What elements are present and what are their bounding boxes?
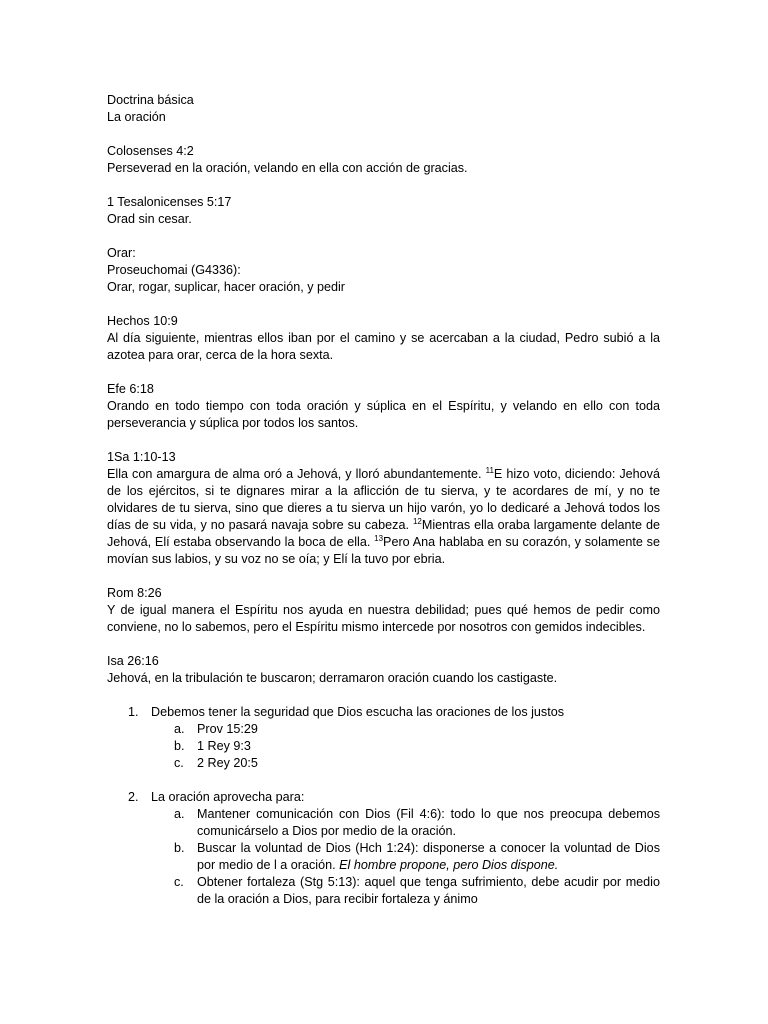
verse-reference: Hechos 10:9 <box>107 314 178 328</box>
verse-reference: Isa 26:16 <box>107 654 159 668</box>
sub-list-text: Mantener comunicación con Dios (Fil 4:6): todo lo que nos preocupa debemos comunicárselo a Dios por medio de la oración. <box>197 807 660 838</box>
document-header <box>107 92 660 126</box>
verse-text <box>107 466 660 568</box>
list-number: 1. <box>128 705 139 719</box>
verse-text-part: Ella con amargura de alma oró a Jehová, y lloró abundantemente. <box>107 467 486 481</box>
word-definition <box>107 245 660 296</box>
verse-reference: Rom 8:26 <box>107 586 162 600</box>
verse-isaias <box>107 653 660 687</box>
verse-number: 13 <box>374 533 384 543</box>
document-body <box>107 92 660 925</box>
verse-text-part: Mientras ella oraba largamente delante de Jehová, Elí estaba observando la boca de ella. <box>107 518 660 549</box>
sub-list-item <box>174 721 660 738</box>
verse-hechos <box>107 313 660 364</box>
sub-list-item <box>174 738 660 755</box>
sub-list-letter: a. <box>174 807 185 821</box>
sub-list-item <box>174 874 660 908</box>
document-subtitle: La oración <box>107 110 166 124</box>
verse-text: Perseverad en la oración, velando en ella con acción de gracias. <box>107 161 468 175</box>
verse-tesalonicenses <box>107 194 660 228</box>
verse-text-part: E hizo voto, diciendo: Jehová de los ejércitos, si te dignares mirar a la aflicción de tu sierva, y te acordares de mí, y no te olvidares de tu sierva, sino que dieres a tu sierva un hijo varón, yo lo dedicaré a Jehová todos los días de su vida, y no pasará navaja sobre su cabeza. <box>107 467 660 532</box>
list-item-text: Debemos tener la seguridad que Dios escucha las oraciones de los justos <box>151 705 565 719</box>
verse-samuel <box>107 449 660 568</box>
list-number: 2. <box>128 790 139 804</box>
verse-text: Al día siguiente, mientras ellos iban por el camino y se acercaban a la ciudad, Pedro subió a la azotea para orar, cerca de la hora sexta. <box>107 331 660 362</box>
verse-reference: Colosenses 4:2 <box>107 144 194 158</box>
verse-reference: Efe 6:18 <box>107 382 154 396</box>
verse-efesios <box>107 381 660 432</box>
list-item <box>107 789 660 908</box>
verse-text: Jehová, en la tribulación te buscaron; derramaron oración cuando los castigaste. <box>107 671 558 685</box>
verse-number: 12 <box>412 516 422 526</box>
verse-reference: 1Sa 1:10-13 <box>107 450 176 464</box>
sub-list-letter: b. <box>174 841 185 855</box>
sub-list-text: 1 Rey 9:3 <box>197 739 251 753</box>
sub-list-item <box>174 755 660 772</box>
verse-reference: 1 Tesalonicenses 5:17 <box>107 195 232 209</box>
definition-text: Orar, rogar, suplicar, hacer oración, y pedir <box>107 280 345 294</box>
sub-list-text: 2 Rey 20:5 <box>197 756 258 770</box>
italic-proverb: El hombre propone, pero Dios dispone. <box>339 858 559 872</box>
document-title: Doctrina básica <box>107 93 194 107</box>
sub-list-letter: c. <box>174 875 184 889</box>
numbered-list <box>107 704 660 908</box>
sub-list-text: Obtener fortaleza (Stg 5:13): aquel que tenga sufrimiento, debe acudir por medio de la oración a Dios, para recibir fortaleza y ánimo <box>197 875 660 906</box>
verse-text: Orad sin cesar. <box>107 212 192 226</box>
sub-list-text: Prov 15:29 <box>197 722 258 736</box>
verse-text-part: Pero Ana hablaba en su corazón, y solamente se movían sus labios, y su voz no se oía; y Elí la tuvo por ebria. <box>107 535 660 566</box>
sub-list-letter: a. <box>174 722 185 736</box>
sub-list-text <box>197 840 660 874</box>
sub-list-text-part: Buscar la voluntad de Dios (Hch 1:24): disponerse a conocer la voluntad de Dios por medio de l a oración. <box>197 841 660 872</box>
greek-word: Proseuchomai (G4336): <box>107 263 241 277</box>
sub-list-letter: b. <box>174 739 185 753</box>
verse-romanos <box>107 585 660 636</box>
verse-text: Orando en todo tiempo con toda oración y súplica en el Espíritu, y velando en ello con toda perseverancia y súplica por todos los santos. <box>107 399 660 430</box>
verse-number: 11 <box>485 465 494 475</box>
list-item-text: La oración aprovecha para: <box>151 790 305 804</box>
list-item <box>107 704 660 772</box>
verse-colosenses <box>107 143 660 177</box>
sub-list-item <box>174 840 660 874</box>
verse-text: Y de igual manera el Espíritu nos ayuda en nuestra debilidad; pues qué hemos de pedir como conviene, no lo sabemos, pero el Espíritu mismo intercede por nosotros con gemidos indecibles. <box>107 603 660 634</box>
definition-heading: Orar: <box>107 246 136 260</box>
sub-list-item <box>174 806 660 840</box>
sub-list-letter: c. <box>174 756 184 770</box>
